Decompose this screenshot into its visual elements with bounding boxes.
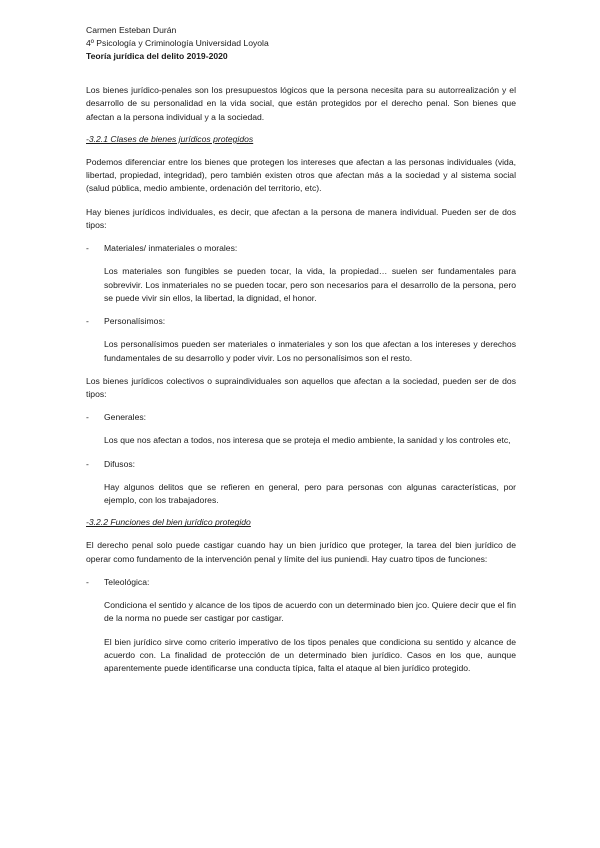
paragraph-funciones: El derecho penal solo puede castigar cuando hay un bien jurídico que proteger, la tarea del bien jurídico de operar como fundamento de la intervención penal y límite del ius puniendi. Hay cuatro tipos de funciones: — [86, 540, 516, 564]
intro-paragraph: Los bienes jurídico-penales son los presupuestos lógicos que la persona necesita para su autorrealización y el desarrollo de su personalidad en la vida social, que están protegidos por el derecho penal. Son bienes que afectan a la persona individual y a la sociedad. — [86, 85, 516, 122]
paragraph-teleologica-2: El bien jurídico sirve como criterio imperativo de los tipos penales que condiciona su sentido y alcance de acuerdo con. La finalidad de protección de un determinado bien jurídico. Casos en los que, aunque aparentemente puede identificarse una conducta típica, falta el ataque al bien jurídico protegido. — [104, 636, 516, 674]
paragraph-personalisimos: Los personalísimos pueden ser materiales o inmateriales y son los que afectan a los intereses y derechos fundamentales de su desarrollo y poder vivir. Los no personalísimos son el resto. — [104, 339, 516, 363]
bullet-label: Generales: — [104, 412, 147, 423]
bullet-dash: - — [86, 316, 89, 327]
paragraph-bienes-individuales-colectivos: Podemos diferenciar entre los bienes que protegen los intereses que afectan a las personas individuales (vida, libertad, propiedad, integridad), pero también existen otros que afectan más a la sociedad y al sistema social (salud pública, medio ambiente, ordenación del territorio, etc). — [86, 156, 516, 194]
paragraph-bienes-individuales: Hay bienes jurídicos individuales, es decir, que afectan a la persona de manera individual. Pueden ser de dos tipos: — [86, 206, 516, 231]
paragraph-teleologica-1: Condiciona el sentido y alcance de los tipos de acuerdo con un determinado bien jco. Quiere decir que el fin de la norma no puede ser castigar por castigar. — [104, 599, 516, 624]
bullet-dash: - — [86, 412, 89, 423]
section-heading-funciones: -3.2.2 Funciones del bien jurídico protegido — [86, 517, 251, 528]
bullet-dash: - — [86, 458, 89, 469]
bullet-dash: - — [86, 243, 89, 254]
course-line: 4º Psicología y Criminología Universidad Loyola — [86, 38, 269, 48]
paragraph-materiales: Los materiales son fungibles se pueden tocar, la vida, la propiedad… suelen ser fundamentales para sobrevivir. Los inmateriales no se pueden tocar, pero son necesarios para el desarrollo de la persona, pero se puede vivir sin ellos, la libertad, la dignidad, el honor. — [104, 266, 516, 303]
subject-title: Teoría jurídica del delito 2019-2020 — [86, 51, 228, 61]
bullet-dash: - — [86, 576, 89, 587]
section-heading-clases: -3.2.1 Clases de bienes jurídicos protegidos — [86, 133, 254, 144]
bullet-materiales — [86, 242, 516, 255]
bullet-difusos — [86, 458, 516, 471]
document-page — [86, 24, 516, 675]
bullet-teleologica — [86, 576, 516, 589]
bullet-label: Personalísimos: — [104, 316, 166, 327]
bullet-generales — [86, 411, 516, 424]
bullet-personalisimos — [86, 315, 516, 328]
paragraph-bienes-colectivos: Los bienes jurídicos colectivos o supraindividuales son aquellos que afectan a la sociedad, pueden ser de dos tipos: — [86, 375, 516, 400]
bullet-label: Teleológica: — [104, 576, 150, 587]
paragraph-difusos: Hay algunos delitos que se refieren en general, pero para personas con algunas características, por ejemplo, con los trabajadores. — [104, 481, 516, 506]
document-header — [86, 24, 516, 63]
author-name: Carmen Esteban Durán — [86, 25, 177, 35]
bullet-label: Difusos: — [104, 458, 136, 469]
paragraph-generales: Los que nos afectan a todos, nos interesa que se proteja el medio ambiente, la sanidad y los controles etc, — [104, 435, 511, 446]
bullet-label: Materiales/ inmateriales o morales: — [104, 243, 238, 254]
